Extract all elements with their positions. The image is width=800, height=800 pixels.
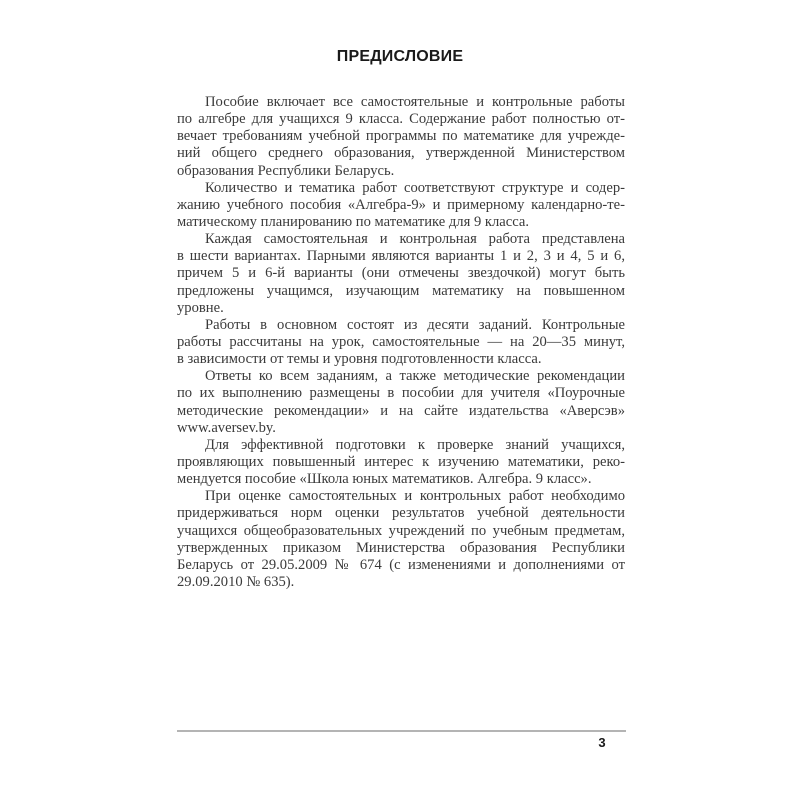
text-line: методические рекомендации» и на сайте издательства «Аверсэв» (177, 402, 625, 419)
text-line: матическому планированию по математике для 9 класса. (177, 213, 530, 230)
text-line: Беларусь от 29.05.2009 № 674 (с изменениями и дополнениями от (177, 556, 625, 573)
paragraph (177, 488, 625, 591)
text-line: утвержденных приказом Министерства образования Республики (177, 539, 625, 556)
website-link-text: www.aversev.by. (177, 419, 276, 436)
text-line: Для эффективной подготовки к проверке знаний учащихся, (205, 436, 625, 453)
text-line: мендуется пособие «Школа юных математиков. Алгебра. 9 класс». (177, 471, 592, 488)
text-line: придерживаться норм оценки результатов учебной деятельности (177, 505, 625, 522)
text-line: предложены учащимся, изучающим математику на повышенном (177, 282, 625, 299)
text-line: образования Республики Беларусь. (177, 162, 395, 179)
text-line: Работы в основном состоят из десяти заданий. Контрольные (205, 316, 625, 333)
page-title: ПРЕДИСЛОВИЕ (336, 48, 464, 65)
paragraph (177, 437, 625, 488)
paragraph (177, 94, 625, 180)
paragraph (177, 317, 625, 368)
text-line: жанию учебного пособия «Алгебра-9» и примерному календарно-те- (177, 196, 625, 213)
text-line: 29.09.2010 № 635). (177, 573, 295, 590)
paragraph (177, 368, 625, 437)
text-line: работы рассчитаны на урок, самостоятельные — на 20—35 минут, (177, 333, 625, 350)
text-line: Каждая самостоятельная и контрольная работа представлена (205, 231, 625, 248)
text-line: в шести вариантах. Парными являются варианты 1 и 2, 3 и 4, 5 и 6, (177, 248, 625, 265)
page-number: 3 (598, 735, 606, 750)
preface-body (177, 94, 625, 591)
footer-divider (177, 730, 626, 732)
text-line: в зависимости от темы и уровня подготовленности класса. (177, 351, 542, 368)
text-line: вечает требованиям учебной программы по математике для учрежде- (177, 128, 625, 145)
text-line: проявляющих повышенный интерес к изучению математики, реко- (177, 453, 625, 470)
text-line: Количество и тематика работ соответствуют структуре и содер- (205, 179, 625, 196)
text-line: учащихся общеобразовательных учреждений по учебным предметам, (177, 522, 625, 539)
text-line: При оценке самостоятельных и контрольных работ необходимо (205, 488, 625, 505)
text-line: уровне. (177, 299, 224, 316)
text-line: Пособие включает все самостоятельные и контрольные работы (205, 94, 625, 110)
paragraph (177, 180, 625, 231)
paragraph (177, 231, 625, 317)
text-line: причем 5 и 6-й варианты (они отмечены звездочкой) могут быть (177, 265, 625, 282)
text-line: ний общего среднего образования, утвержденной Министерством (177, 145, 625, 162)
text-line: по их выполнению размещены в пособии для учителя «Поурочные (177, 385, 625, 402)
text-line: по алгебре для учащихся 9 класса. Содержание работ полностью от- (177, 111, 625, 128)
text-line: Ответы ко всем заданиям, а также методические рекомендации (205, 368, 625, 385)
